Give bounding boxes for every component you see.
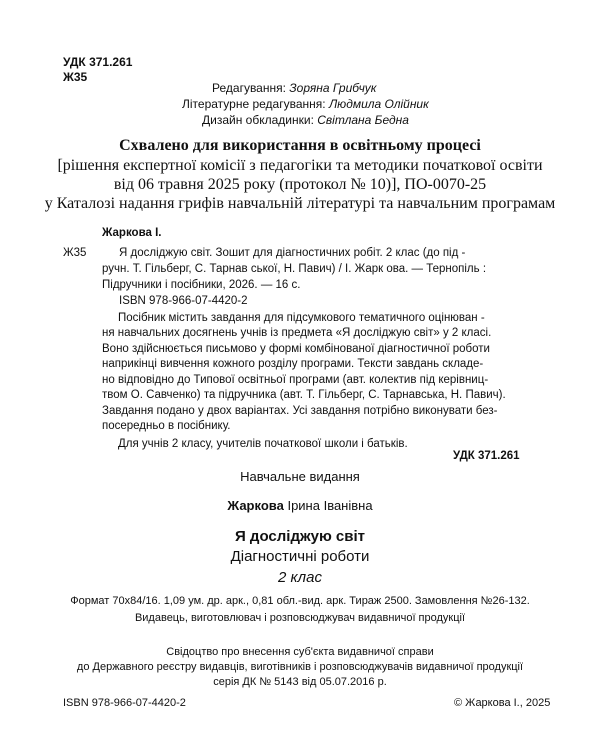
author-full-name — [0, 498, 600, 513]
book-title: Я досліджую світ — [234, 528, 366, 545]
footer-isbn: ISBN 978-966-07-4420-2 — [63, 697, 186, 709]
annotation-line: Посібник містить завдання для підсумкового тематичного оцінюван - — [118, 312, 485, 324]
catalog-author: Жаркова І. — [102, 227, 162, 239]
annotation-line: Воно здійснюється письмово у формі комбінованої діагностичної роботи — [102, 343, 490, 355]
author-sign: Ж35 — [63, 70, 88, 84]
editor-label: Дизайн обкладинки: — [202, 113, 314, 127]
editor-label: Літературне редагування: — [182, 97, 326, 111]
udk-code-bottom: УДК 371.261 — [453, 450, 520, 462]
book-subtitle: Діагностичні роботи — [230, 548, 370, 565]
editor-name: Зоряна Грибчук — [289, 81, 377, 95]
certificate-line: до Державного реєстру видавців, виготівників і розповсюджувачів видавничої продукції — [76, 661, 524, 673]
catalog-description-line: ручн. Т. Гільберг, С. Тарнав ської, Н. Павич) / І. Жарк ова. — Тернопіль : — [102, 263, 487, 275]
book-grade: 2 клас — [278, 569, 322, 586]
editor-line — [212, 80, 376, 96]
catalog-description-line: Підручники і посібники, 2026. — 16 с. — [102, 279, 301, 291]
catalog-isbn: ISBN 978-966-07-4420-2 — [119, 295, 248, 307]
editor-name: Світлана Бедна — [317, 113, 409, 127]
catalog-code: Ж35 — [63, 247, 87, 259]
annotation-line: наприкінці вивчення кожного розділу програми. Тексти завдань складе- — [102, 358, 484, 370]
annotation-line: но відповідно до Типової освітньої програми (авт. колектив під керівниц- — [102, 374, 489, 386]
approval-line: у Каталозі надання грифів навчальній літературі та навчальним програмам — [44, 195, 556, 212]
certificate-line: серія ДК № 5143 від 05.07.2016 р. — [213, 676, 387, 688]
author-surname: Жаркова — [227, 498, 284, 513]
editor-label: Редагування: — [212, 81, 286, 95]
annotation-line: Завдання подано у двох варіантах. Усі завдання потрібно виконувати без- — [102, 405, 498, 417]
approval-title: Схвалено для використання в освітньому процесі — [119, 137, 481, 154]
udk-number: УДК 371.261 — [63, 55, 133, 69]
audience-line: Для учнів 2 класу, учителів початкової школи і батьків. — [118, 438, 408, 450]
catalog-description-line: Я досліджую світ. Зошит для діагностичних робіт. 2 клас (до під - — [119, 247, 466, 259]
approval-line: [рішення експертної комісії з педагогіки та методики початкової освіти — [57, 157, 543, 174]
annotation-line: ня навчальних досягнень учнів із предмета «Я досліджую світ» у 2 класі. — [102, 327, 492, 339]
certificate-line: Свідоцтво про внесення суб'єкта видавничої справи — [166, 646, 434, 658]
approval-line: від 06 травня 2025 року (протокол № 10)], ПО-0070-25 — [113, 176, 487, 193]
cover-designer-line — [202, 112, 409, 128]
format-line: Формат 70х84/16. 1,09 ум. др. арк., 0,81 обл.-вид. арк. Тираж 2500. Замовлення №26-132. — [70, 595, 530, 607]
publisher-line: Видавець, виготовлювач і розповсюджувач видавничої продукції — [134, 612, 466, 624]
annotation-line: посередньо в посібнику. — [102, 420, 231, 432]
annotation-line: твом О. Савченко) та підручника (авт. Т. Гільберг, С. Тарнавська, Н. Павич). — [102, 389, 506, 401]
literary-editor-line — [182, 96, 429, 112]
author-given-names: Ірина Іванівна — [287, 498, 373, 513]
editor-name: Людмила Олійник — [328, 97, 429, 111]
udk-code-top — [63, 55, 132, 85]
footer-copyright: © Жаркова І., 2025 — [454, 697, 551, 709]
edition-type: Навчальне видання — [240, 469, 360, 484]
